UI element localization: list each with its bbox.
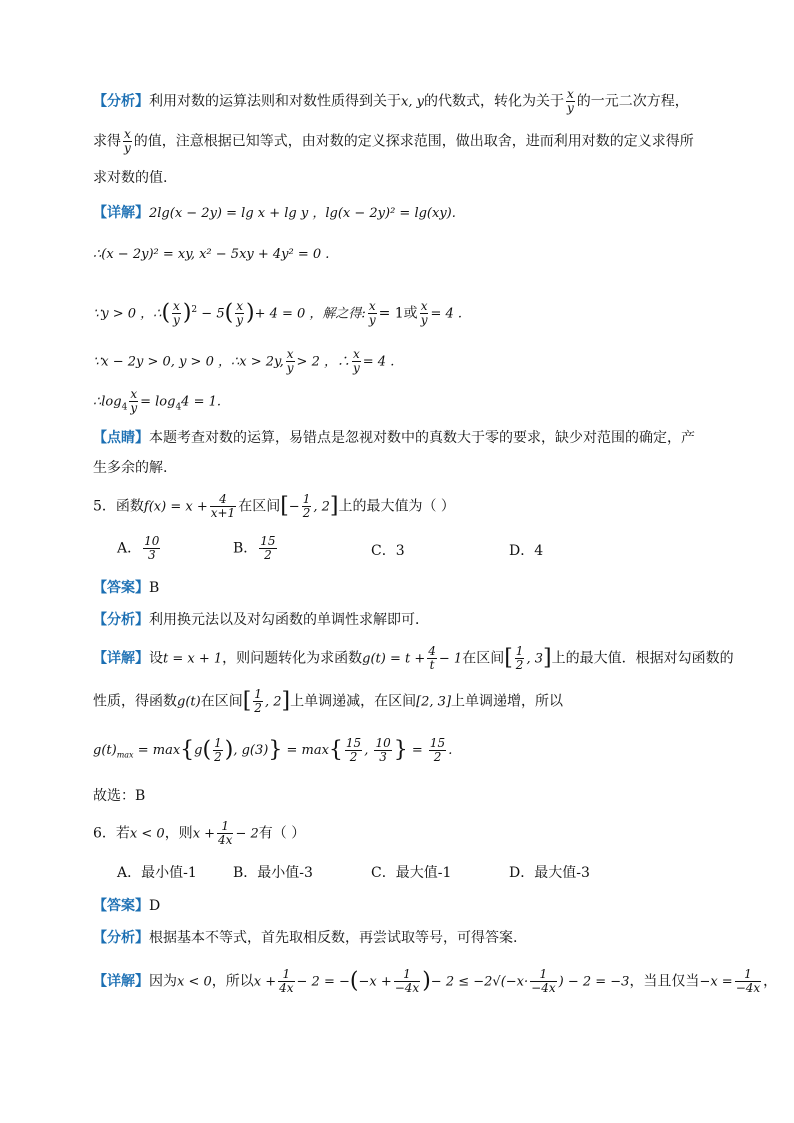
detail-line-1 xyxy=(93,203,456,224)
q5-detail-c: 在区间 xyxy=(462,650,505,667)
q5-detail2-d: 上单调递增，所以 xyxy=(451,693,564,710)
q5-detail-d: 上的最大值．根据对勾函数的 xyxy=(551,650,734,667)
q5-option-d: D．4 xyxy=(509,543,544,559)
analysis-tag: 【分析】 xyxy=(93,930,149,946)
q5-detail2-c: 上单调递减，在区间 xyxy=(290,693,417,710)
q5-detail2-b: 在区间 xyxy=(200,693,243,710)
q6-text-b: ，则 xyxy=(164,825,193,842)
q6-option-d: D．最大值-3 xyxy=(509,865,590,881)
detail-tag: 【详解】 xyxy=(93,205,149,221)
step3-text-c: = 4 . xyxy=(362,354,395,370)
detail-step-1: ∴(x − 2y)² = xy, x² − 5xy + 4y² = 0 . xyxy=(93,247,330,262)
q5-detail-line-2: 性质，得函数g(t)在区间[ $\frac{1}{2}$ , 2]上单调递减，在区间[2, 3]上单调递增，所以 xyxy=(93,687,564,715)
q6-detail-b: ，所以 xyxy=(211,973,254,990)
q6-option-c: C．最大值-1 xyxy=(371,865,452,881)
q5-analysis-text: 利用换元法以及对勾函数的单调性求解即可． xyxy=(149,612,429,628)
q6-text-c: 有（ ） xyxy=(258,825,306,842)
q5-opt-a-label: A． xyxy=(117,540,142,557)
comment-text: 本题考查对数的运算，易错点是忽视对数中的真数大于零的要求，缺少对范围的确定，产 xyxy=(149,430,695,446)
answer-tag: 【答案】 xyxy=(93,580,149,596)
detail-step-4: $\therefore\log_4$ $\frac{x}{y}$ = $\log_44 = 1$. xyxy=(93,387,222,415)
question-6-stem: 6．若x < 0，则x + $\frac{1}{4x}$ − 2有（ ） xyxy=(93,819,306,847)
q6-analysis xyxy=(93,928,517,948)
q6-text-a: 6．若 xyxy=(93,825,130,842)
comment-tag: 【点睛】 xyxy=(93,430,149,446)
fraction-x-over-y: $\frac{x}{y}$ xyxy=(566,87,574,115)
q5-option-c: C．3 xyxy=(371,543,405,559)
q5-detail2-a: 性质，得函数 xyxy=(93,693,177,710)
detail-step-3: ∵x − 2y > 0, y > 0 ，∴x > 2y, $\frac{x}{y}$ > 2 ，∴ $\frac{x}{y}$ = 4 . xyxy=(93,347,395,375)
detail-step-2: ∵y > 0 ，∴( $\frac{x}{y}$ )$^2$ − 5( $\frac{x}{y}$ )+ 4 = 0 ，解之得: $\frac{x}{y}$ = 1或 $\frac{x}{y}$ = 4 . xyxy=(93,299,463,328)
comment-line-2: 生多余的解. xyxy=(93,460,168,476)
analysis-text-a: 利用对数的运算法则和对数性质得到关于 xyxy=(149,93,401,110)
detail-equation: 2lg(x − 2y) = lg x + lg y ，lg(x − 2y)² = lg(xy). xyxy=(149,206,456,221)
q6-detail: 【详解】因为x < 0，所以x + $\frac{1}{4x}$ − 2 = −(−x + $\frac{1}{-4x}$ )− 2 ≤ −2√(−x· $\frac{1}{-4x}$ ) − 2 = −3，当且仅当−x = $\frac{1}{-4x}$ ， xyxy=(93,967,778,995)
q6-answer-value: D xyxy=(149,898,161,914)
answer-tag: 【答案】 xyxy=(93,898,149,914)
q5-conclusion: 故选：B xyxy=(93,788,146,804)
question-5-stem: 5．函数f(x) = x + $\frac{4}{x+1}$ 在区间[− $\frac{1}{2}$ , 2]上的最大值为（ ） xyxy=(93,492,455,520)
step3-text-a: ∵x − 2y > 0, y > 0 ，∴x > 2y, xyxy=(93,354,284,370)
q5-analysis xyxy=(93,610,429,630)
q5-answer xyxy=(93,578,159,598)
step4-text-c: 4 = 1. xyxy=(181,394,222,410)
q6-detail-c: ，当且仅当 xyxy=(629,973,700,990)
q5-max-formula: $g(t)_{max} = \max\{g$( $\frac{1}{2}$ ), g(3)} = max{ $\frac{15}{2}$ , $\frac{10}{3}$ } = $\frac{15}{2}$ . xyxy=(93,736,453,764)
q5-option-a: A． $\frac{10}{3}$ xyxy=(117,534,160,562)
analysis-line-2 xyxy=(93,128,694,155)
analysis-line-3: 求对数的值. xyxy=(93,170,168,186)
q5-option-b: B． $\frac{15}{2}$ xyxy=(233,534,276,562)
q6-answer xyxy=(93,896,160,916)
analysis-tag: 【分析】 xyxy=(93,93,149,110)
q6-analysis-text: 根据基本不等式，首先取相反数，再尝试取等号，可得答案. xyxy=(149,930,518,946)
detail-tag: 【详解】 xyxy=(93,650,149,667)
analysis-tag: 【分析】 xyxy=(93,612,149,628)
step3-text-b: > 2 ，∴ xyxy=(296,354,350,370)
q5-opt-b-label: B． xyxy=(233,540,258,557)
step2-text-a: ∵y > 0 ，∴ xyxy=(93,306,162,322)
q6-detail-a: 因为 xyxy=(149,973,177,990)
analysis-text-c: 的一元二次方程， xyxy=(576,93,689,110)
step2-text-b: + 4 = 0 ，解之得: xyxy=(254,306,366,322)
q5-detail-a: 设 xyxy=(149,650,163,667)
q6-option-b: B．最小值-3 xyxy=(233,865,313,881)
analysis-text-d: 求得 xyxy=(93,133,121,150)
step2-text-d: = 4 . xyxy=(430,306,463,322)
analysis-text-b: 的代数式，转化为关于 xyxy=(423,93,564,110)
analysis-line-1 xyxy=(93,88,689,115)
q5-answer-value: B xyxy=(149,580,160,596)
step2-text-c: = 1或 xyxy=(378,305,418,322)
q5-detail-b: ，则问题转化为求函数 xyxy=(222,650,363,667)
comment-line-1 xyxy=(93,428,695,448)
q5-detail-line-1: 【详解】设t = x + 1，则问题转化为求函数g(t) = t + $\frac{4}{t}$ − 1在区间[ $\frac{1}{2}$ , 3]上的最大值．根据对勾函数的 xyxy=(93,644,734,672)
analysis-vars: x, y xyxy=(401,94,424,110)
step4-text-b: = log xyxy=(140,394,176,410)
analysis-text-e: 的值，注意根据已知等式，由对数的定义探求范围，做出取舍，进而利用对数的定义求得所 xyxy=(133,133,694,150)
detail-tag: 【详解】 xyxy=(93,973,149,990)
step4-text-a: ∴log xyxy=(93,394,122,410)
fraction-x-over-y: $\frac{x}{y}$ xyxy=(124,127,131,155)
q5-text-b: 在区间 xyxy=(238,498,281,515)
q5-text-a: 5．函数 xyxy=(93,498,144,515)
q5-text-c: 上的最大值为（ ） xyxy=(338,498,455,515)
q6-option-a: A．最小值-1 xyxy=(117,865,197,881)
